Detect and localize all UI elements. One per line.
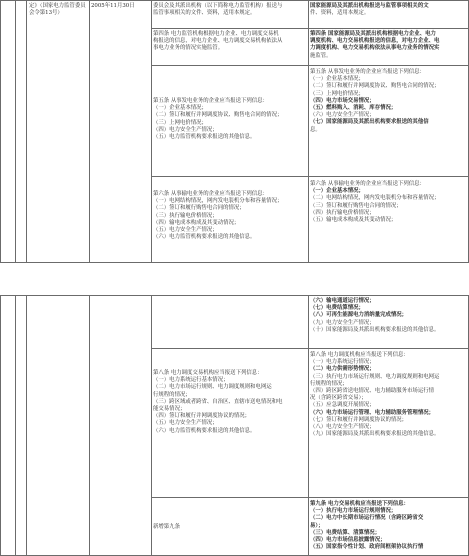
new-article-5: 第五条 从事发电业务的企业应当报送下列信息： （一）企业基本情况； （二）签订和履行并网调度协议、购售电合同的情况； （三）上网电价情况； （四）电力市场交易情况； （五）燃料购入、消耗、库存情况； （六）电力安全生产情况； （七）国家能源局及其派出机构要求报送的其他信 息。	[310, 69, 440, 133]
new-article-9-note: 新增第九条	[153, 524, 180, 530]
comparison-table-top	[0, 0, 469, 263]
old-provision: 委员会及其派出机构（以下简称电力监管机构）报送与 监管事项相关的文件、资料，适用本规定。	[153, 3, 283, 17]
comparison-table-bottom	[0, 295, 469, 556]
regulation-date: 2005年11月30日	[91, 3, 135, 9]
new-article-9: 第九条 电力交易机构应当报送下列信息： （一）执行电力市场运行规则情况； （二）电力中长期市场运行情况（含跨区跨省交 易）； （三）电费结算、清算情况； （四）电力市场信息披露情况； （五）国家指令性计划、政府间框架协议执行情	[310, 501, 424, 551]
new-article-6: 第六条 从事输电业务的企业应当报送下列信息： （一）企业基本情况； （二）电网结构情况，网内发电装机分布和容量情况； （三）签订和履行购售电合同的情况； （四）执行输电价格情况； （五）输电成本构成及其变动情况；	[310, 181, 440, 224]
new-article-8: 第八条 电力调度机构应当报送下列信息： （一）电力系统运行情况； （二）电力供需形势情况； （三）执行电力市场运行规则、电力调度规则和电网运 行规程的情况； （四）跨区跨省送电情况、电力辅助服务市场运行情 况（含跨区跨省交易）； （五）应急调度开展情况； （六）电力市场运行管理、电力辅助服务管理情况； （七）签订和履行并网调度协议的情况； （八）电力安全生产情况； （九）国家能源局及其派出机构要求报送的其他信息。	[310, 352, 440, 438]
old-article-5: 第五条 从事发电业务的企业应当报送下列信息： （一）企业基本情况； （二）签订和履行并网调度协议、购售电合同的情况； （三）上网电价情况； （四）电力安全生产情况； （五）电力监管机构要求报送的其他信息。	[153, 98, 283, 141]
new-provision: 国家能源局及其派出机构报送与监管事项相关的文 件、资料，适用本规定。	[310, 3, 429, 17]
new-article-6-continued: （六）输电通道运行情况； （七）电费结算情况； （八）可再生能源电力消纳量完成情况； （九）电力安全生产情况； （十）国家能源局及其派出机构要求报送的其他信息。	[310, 298, 440, 333]
new-article-4: 第四条 国家能源局及其派出机构根据电力企业、电力 调度机构、电力交易机构报送的信息，对电力企业、电 力调度机构、电力交易机构依法从事电力业务的情况实 施监管。	[310, 31, 440, 59]
old-article-4: 第四条 电力监管机构根据电力企业、电力调度交易机 构报送的信息，对电力企业、电力调度交易机构依法从 事电力业务的情况实施监管。	[153, 31, 283, 52]
old-article-8: 第八条 电力调度交易机构应当报送下列信息： （一）电力系统运行基本情况； （二）电力市场运行规则、电力调度规则和电网运 行规程的情况； （三）跨区域或者跨省、自治区、直辖市送电情况和电 能交易情况； （四）签订和履行并网调度协议的情况； （五）电力安全生产情况； （六）电力监管机构要求报送的其他信息。	[153, 370, 283, 434]
old-article-6: 第六条 从事输电业务的企业应当报送下列信息： （一）电网结构情况，网内发电装机分布和容量情况； （二）签订和履行购售电合同的情况； （三）执行输电价格情况； （四）输电成本构成及其变动情况； （五）电力安全生产情况； （六）电力监管机构要求报送的其他信息。	[153, 191, 283, 241]
regulation-name: 定》（国家电力监管委员 会令第13号）	[29, 3, 86, 17]
